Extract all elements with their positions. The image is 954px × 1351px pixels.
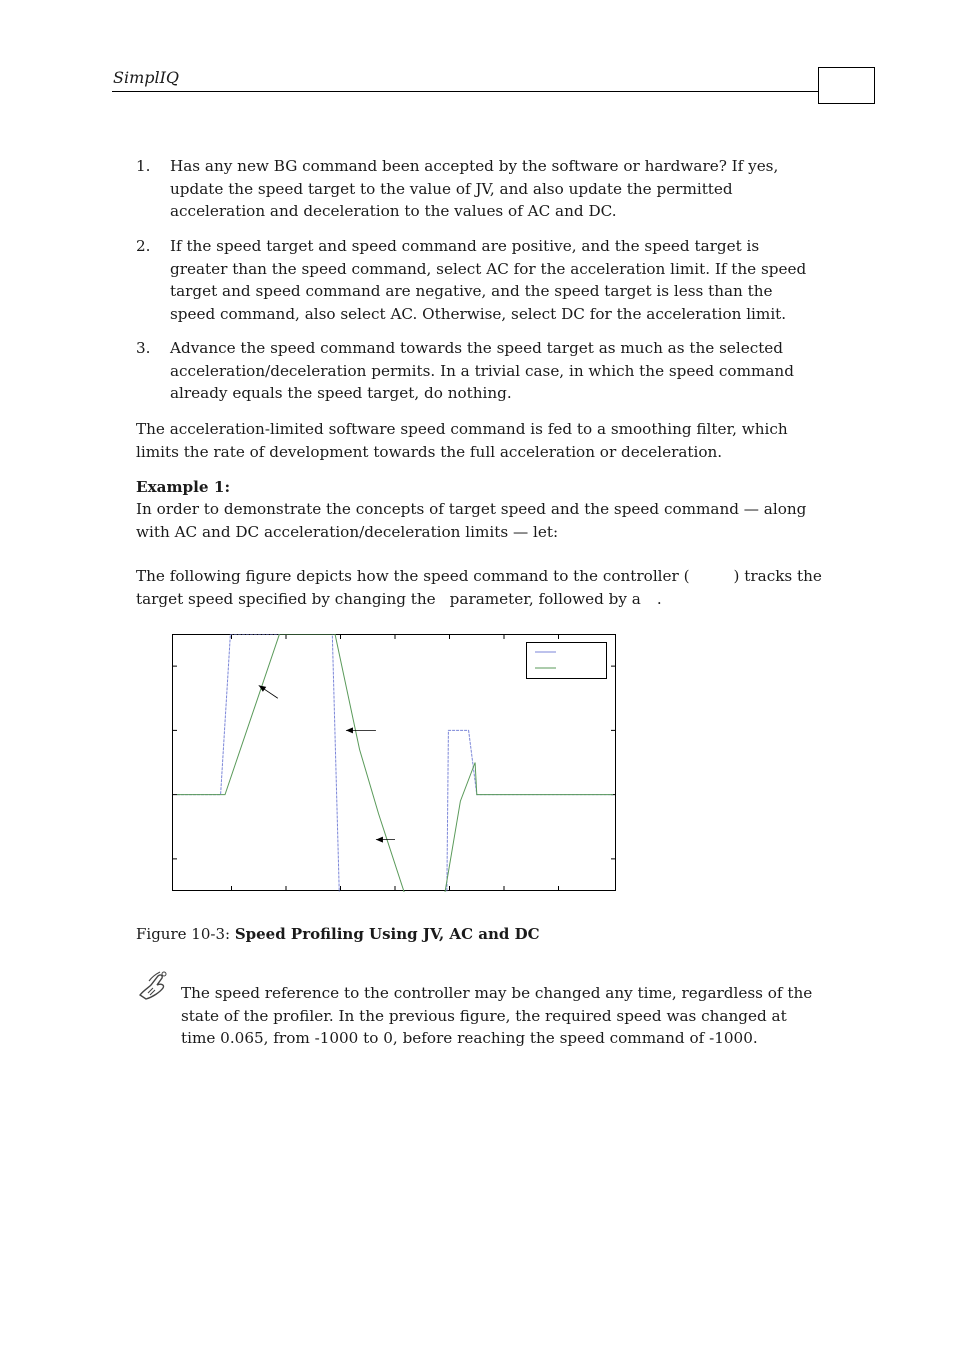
figure-caption xyxy=(136,925,540,943)
figure-intro-text-c: target speed specified by changing the xyxy=(136,590,436,608)
caption-title: Speed Profiling Using JV, AC and DC xyxy=(234,925,540,943)
step-2-text: If the speed target and speed command are positive, and the speed target is greater than the speed command, select AC for the acceleration limit. If the speed target and speed command are negative, and the speed target is less than the speed command, also select AC. Otherwise, select DC for the acceleration limit. xyxy=(170,237,807,323)
step-1-number: 1. xyxy=(136,157,151,175)
step-2-number: 2. xyxy=(136,237,151,255)
figure-intro-text-a: The following figure depicts how the speed command to the controller ( xyxy=(136,567,690,585)
step-3-text: Advance the speed command towards the speed target as much as the selected acceleration/deceleration permits. In a trivial case, in which the speed command already equals the speed target, do nothing. xyxy=(170,339,794,402)
running-header-title: SimplIQ xyxy=(113,68,180,87)
caption-prefix: Figure 10-3: xyxy=(136,925,235,943)
chart-legend xyxy=(527,643,607,679)
step-1-text: Has any new BG command been accepted by the software or hardware? If yes, update the speed target to the value of JV, and also update the permitted acceleration and deceleration to the values of AC and DC. xyxy=(170,157,779,220)
note-hand-icon xyxy=(136,968,170,1002)
header-rule xyxy=(112,91,819,92)
figure-intro-text-d: parameter, followed by a xyxy=(449,590,641,608)
speed-profile-chart xyxy=(172,634,616,892)
page-number-box xyxy=(818,67,875,104)
figure-intro-line-1 xyxy=(136,565,826,588)
example-intro: In order to demonstrate the concepts of target speed and the speed command — along with AC and DC acceleration/deceleration limits — let: xyxy=(136,500,807,541)
smoothing-paragraph: The acceleration-limited software speed command is fed to a smoothing filter, which limits the rate of development towards the full acceleration or deceleration. xyxy=(136,420,788,461)
example-heading: Example 1: xyxy=(136,478,231,496)
legend-box xyxy=(527,643,607,679)
figure-intro-line-2 xyxy=(136,588,826,611)
figure-intro-text-e: . xyxy=(656,590,662,608)
step-3-number: 3. xyxy=(136,339,151,357)
note-text: The speed reference to the controller may be changed any time, regardless of the state of the profiler. In the previous figure, the required speed was changed at time 0.065, from -1000 to 0, before reaching the speed command of -1000. xyxy=(181,984,813,1047)
figure-intro-text-b: ) tracks the xyxy=(733,567,822,585)
